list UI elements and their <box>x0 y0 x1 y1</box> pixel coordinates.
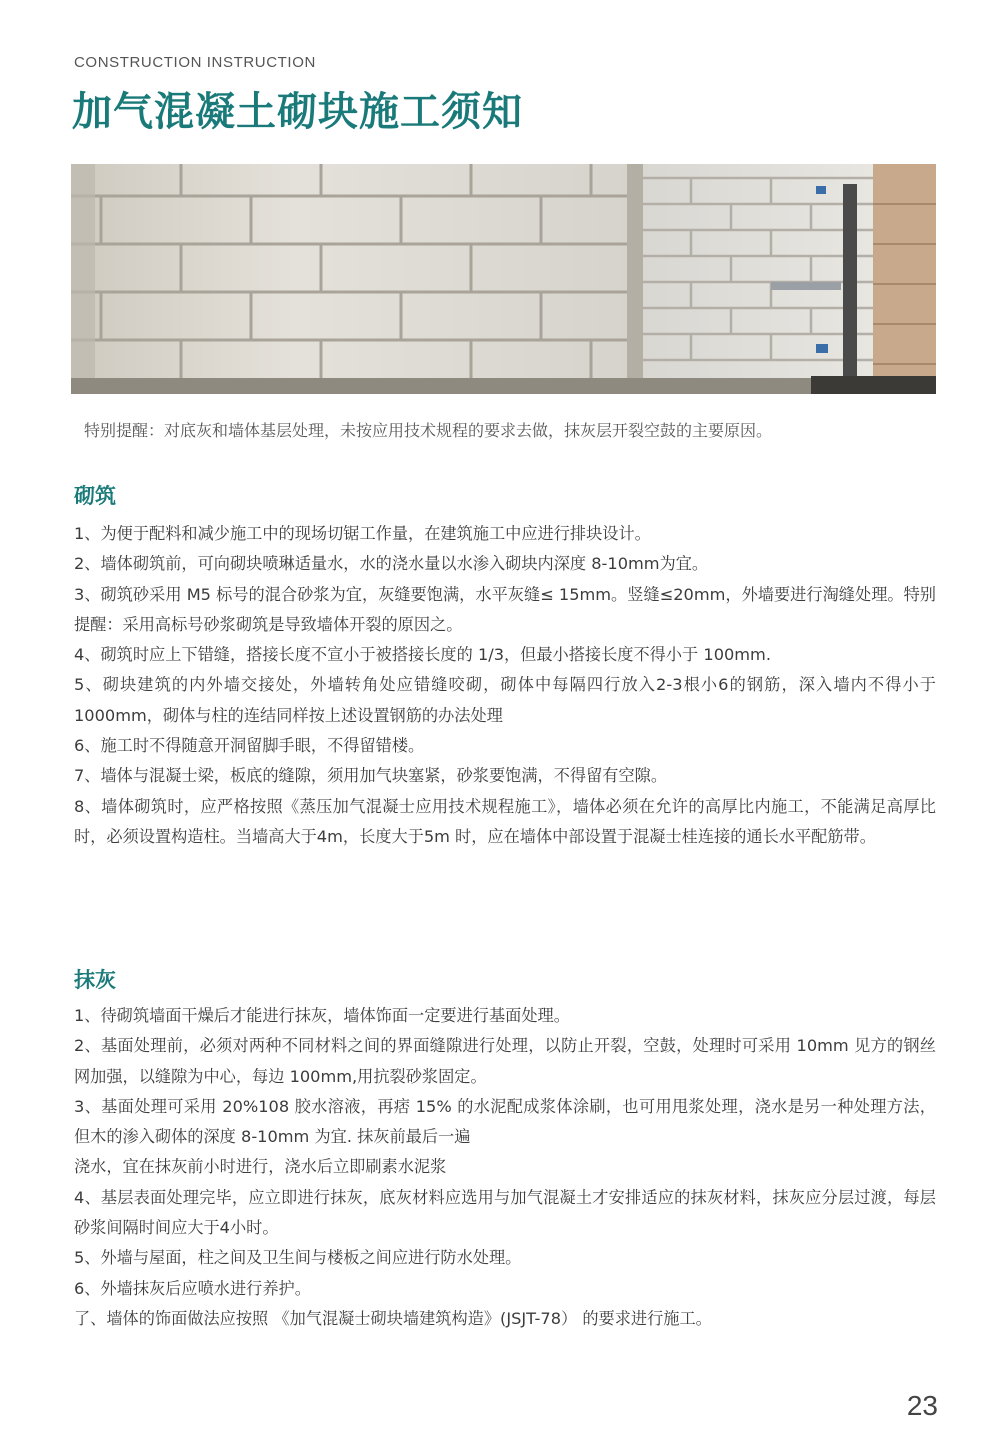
list-item: 6、外墙抹灰后应喷水进行养护。 <box>74 1278 311 1298</box>
masonry-item-list <box>74 519 936 852</box>
eyebrow-label: CONSTRUCTION INSTRUCTION <box>74 54 316 71</box>
aac-block-wall-photo <box>71 164 936 394</box>
list-item: 5、外墙与屋面，柱之间及卫生间与楼板之间应进行防水处理。 <box>74 1248 522 1268</box>
list-item: 3、砌筑砂采用 M5 标号的混合砂浆为宜，灰缝要饱满，水平灰缝≤ 15mm。竖缝≤20mm，外墙要进行淘缝处理。特别提醒：采用高标号砂浆砌筑是导致墙体开裂的原因之。 <box>74 584 936 634</box>
list-item: 3、基面处理可采用 20%108 胶水溶液，再痞 15% 的水泥配成浆体涂刷，也可用甩浆处理，浇水是另一种处理方法，但木的渗入砌体的深度 8-10mm 为宜. 抹灰前最后一遍 浇水，宜在抹灰前小时进行，浇水后立即刷素水泥浆 <box>74 1096 936 1177</box>
list-item: 8、墙体砌筑时，应严格按照《蒸压加气混凝士应用技术规程施工》，墙体必须在允许的高厚比内施工，不能满足高厚比时，必须设置构造柱。当墙高大于4m，长度大于5m 时，应在墙体中部设置于混凝士桂连接的通长水平配筋带。 <box>74 796 936 846</box>
photo-caption: 特别提醒：对底灰和墙体基层处理，未按应用技术规程的要求去做，抹灰层开裂空鼓的主要原因。 <box>84 421 773 440</box>
list-item: 4、基层表面处理完毕，应立即进行抹灰，底灰材料应选用与加气混凝土才安排适应的抹灰材料，抹灰应分层过渡，每层砂浆间隔时间应大于4小时。 <box>74 1187 936 1238</box>
section-heading-masonry: 砌筑 <box>74 484 116 508</box>
list-item: 4、砌筑时应上下错缝，搭接长度不宣小于被搭接长度的 1/3，但最小搭接长度不得小于 100mm. <box>74 645 771 665</box>
section-heading-plastering: 抹灰 <box>74 968 116 992</box>
page-title: 加气混凝土砌块施工须知 <box>72 89 523 135</box>
page-number: 23 <box>906 1390 938 1421</box>
list-item: 1、待砌筑墙面干燥后才能进行抹灰，墙体饰面一定要进行基面处理。 <box>74 1006 570 1025</box>
list-item: 6、施工时不得随意开洞留脚手眼，不得留错楼。 <box>74 736 425 756</box>
list-item: 2、基面处理前，必须对两种不同材料之间的界面缝隙进行处理，以防止开裂，空鼓，处理时可采用 10mm 见方的钢丝网加强，以缝隙为中心，每边 100mm,用抗裂砂浆固定。 <box>74 1036 936 1086</box>
plastering-item-list <box>74 1001 936 1334</box>
list-item: 7、墙体与混凝士梁，板底的缝隙，须用加气块塞紧，砂浆要饱满，不得留有空隙。 <box>74 766 668 786</box>
list-item: 1、为便于配料和减少施工中的现场切锯工作量，在建筑施工中应进行排块设计。 <box>74 524 651 543</box>
list-item: 了、墙体的饰面做法应按照 《加气混凝士砌块墙建筑构造》(JSJT-78） 的要求进行施工。 <box>74 1308 712 1328</box>
list-item: 2、墙体砌筑前，可向砌块喷琳适量水，水的浇水量以水渗入砌块内深度 8-10mm为宜。 <box>74 554 709 574</box>
list-item: 5、砌块建筑的内外墙交接处，外墙转角处应错缝咬砌，砌体中每隔四行放入2-3根小6的钢筋，深入墙内不得小于 1000mm，砌体与柱的连结同样按上述设置钢筋的办法处理 <box>74 675 936 725</box>
